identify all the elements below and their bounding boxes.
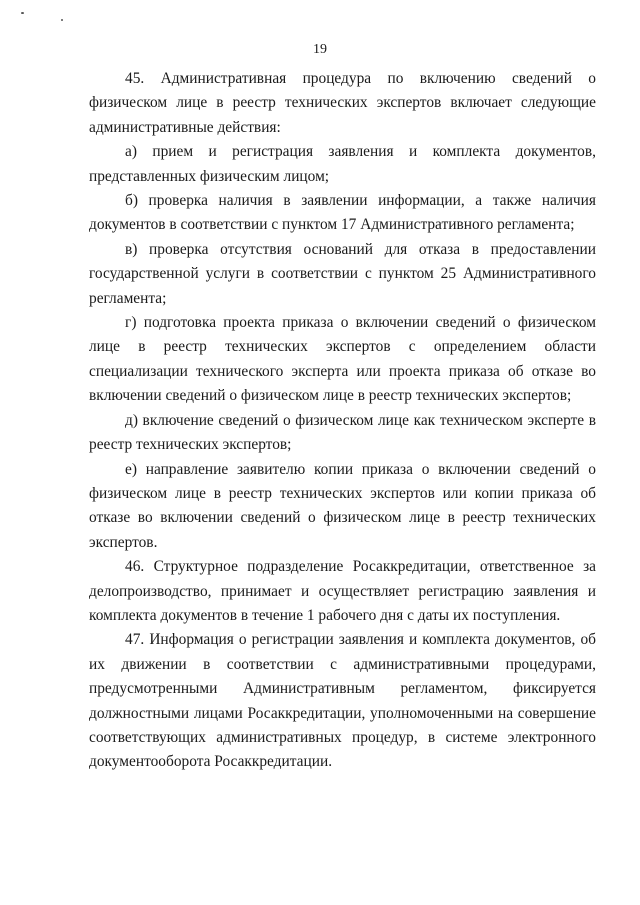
paragraph-46: 46. Структурное подразделение Росаккредитации, ответственное за делопроизводство, принимает и осуществляет регистрацию заявления и комплекта документов в течение 1 рабочего дня с даты их поступления. xyxy=(89,558,596,624)
list-item-g: г) подготовка проекта приказа о включении сведений о физическом лице в реестр технических экспертов с определением области специализации технического эксперта или проекта приказа об отказе во включении сведений о физическом лице в реестр технических экспертов; xyxy=(89,314,596,405)
list-item-v: в) проверка отсутствия оснований для отказа в предоставлении государственной услуги в соответствии с пунктом 25 Административного регламента; xyxy=(89,240,596,307)
paragraph-45: 45. Административная процедура по включению сведений о физическом лице в реестр технических экспертов включает следующие административные действия: xyxy=(89,70,596,136)
page-number: 19 xyxy=(313,42,327,57)
list-item-b: б) проверка наличия в заявлении информации, а также наличия документов в соответствии с пунктом 17 Административного регламента; xyxy=(89,192,596,234)
scan-speck xyxy=(21,12,24,14)
list-item-e: е) направление заявителю копии приказа о включении сведений о физическом лице в реестр технических экспертов или копии приказа об отказе во включении сведений о физическом лице в реестр технических экспертов. xyxy=(89,460,596,551)
scan-speck xyxy=(61,19,63,21)
paragraph-47: 47. Информация о регистрации заявления и комплекта документов, об их движении в соответствии с административными процедурами, предусмотренными Административным регламентом, фиксируется должностными лицами Росаккредитации, уполномоченными на совершение соответствующих административных процедур, в системе электронного документооборота Росаккредитации. xyxy=(89,631,596,771)
list-item-a: а) прием и регистрация заявления и комплекта документов, представленных физическим лицом; xyxy=(89,143,596,185)
list-item-d: д) включение сведений о физическом лице как техническом эксперте в реестр технических экспертов; xyxy=(89,411,596,454)
document-body xyxy=(89,67,596,775)
